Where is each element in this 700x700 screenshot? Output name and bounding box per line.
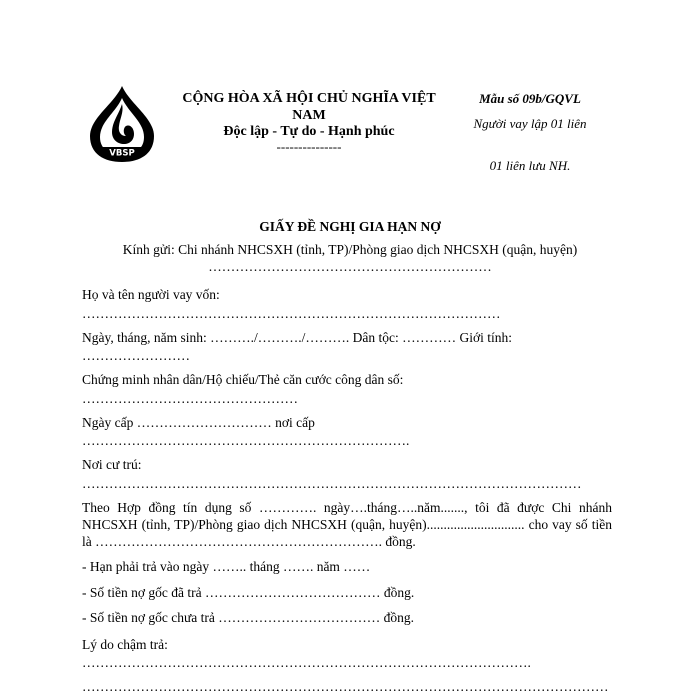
nation-title: CỘNG HÒA XÃ HỘI CHỦ NGHĨA VIỆT NAM	[182, 91, 436, 123]
gender-field[interactable]: ……………………	[82, 348, 190, 363]
residence-field[interactable]: …………………………………………………………………………………………………	[82, 476, 582, 491]
loan-contract-paragraph[interactable]: Theo Hợp đồng tín dụng số …………. ngày….tháng…..năm......., tôi đã được Chi nhánh NHCSXH (tỉnh, TP)/Phòng giao dịch NHCSXH (quận, huyện)............................. cho vay số tiền là ………………………………………………………. đồng.	[82, 500, 612, 549]
form-note-bank-copy: 01 liên lưu NH.	[489, 158, 571, 173]
borrower-name-label: Họ và tên người vay vốn:	[82, 287, 220, 302]
form-note-copies: Người vay lập 01 liên	[473, 116, 587, 131]
borrower-name-field[interactable]: …………………………………………………………………………………	[82, 306, 501, 321]
nation-divider: ---------------	[276, 139, 342, 154]
principal-unpaid-line[interactable]: - Số tiền nợ gốc chưa trả ……………………………… đồng.	[82, 610, 415, 625]
recipient-fill-line: ………………………………………………………	[208, 259, 492, 274]
late-reason-field-2[interactable]: ………………………………………………………………………………………………………	[82, 679, 609, 694]
issue-date-line[interactable]: Ngày cấp ………………………… nơi cấp	[82, 415, 315, 430]
logo-text: VBSP	[109, 148, 135, 159]
birth-ethnicity-gender-line[interactable]: Ngày, tháng, năm sinh: ………./………./………. Dân tộc: ………… Giới tính:	[82, 330, 512, 345]
recipient-line: Kính gửi: Chi nhánh NHCSXH (tỉnh, TP)/Phòng giao dịch NHCSXH (quận, huyện)	[122, 242, 578, 257]
nation-motto: Độc lập - Tự do - Hạnh phúc	[223, 124, 395, 139]
form-code: Mẫu số 09b/GQVL	[479, 91, 581, 106]
issue-place-field[interactable]: ……………………………………………………………….	[82, 433, 410, 448]
due-date-line[interactable]: - Hạn phải trả vào ngày …….. tháng ……. năm ……	[82, 559, 371, 574]
late-reason-label: Lý do chậm trả:	[82, 637, 168, 652]
id-number-label: Chứng minh nhân dân/Hộ chiếu/Thẻ căn cước công dân số:	[82, 372, 404, 387]
id-number-field[interactable]: …………………………………………	[82, 391, 298, 406]
document-title: GIẤY ĐỀ NGHỊ GIA HẠN NỢ	[259, 219, 441, 234]
late-reason-field-1[interactable]: ……………………………………………………………………………………….	[82, 655, 531, 670]
principal-paid-line[interactable]: - Số tiền nợ gốc đã trả ………………………………… đồng.	[82, 585, 415, 600]
residence-label: Nơi cư trú:	[82, 457, 142, 472]
vbsp-logo-icon	[86, 84, 158, 164]
